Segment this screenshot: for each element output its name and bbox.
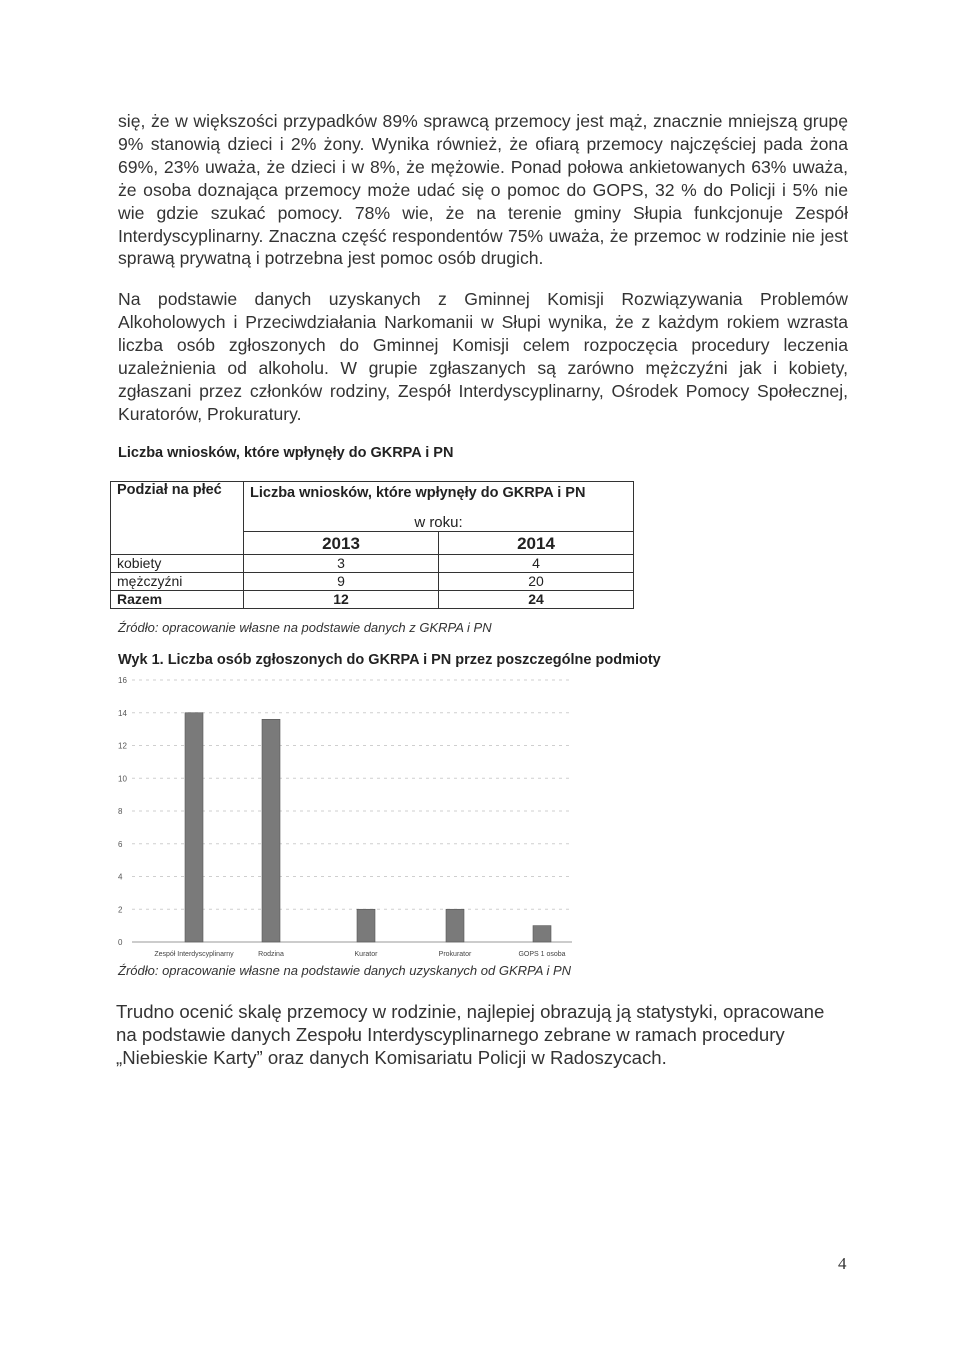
y-tick-label: 8 xyxy=(118,807,123,816)
chart-source-note: Źródło: opracowanie własne na podstawie danych uzyskanych od GKRPA i PN xyxy=(118,963,572,978)
chart-title: Wyk 1. Liczba osób zgłoszonych do GKRPA i PN przez poszczególne podmioty xyxy=(118,652,661,668)
table-caption: Liczba wniosków, które wpłynęły do GKRPA i PN xyxy=(118,445,454,461)
row-label-total: Razem xyxy=(111,591,244,609)
x-tick-label: Rodzina xyxy=(258,951,284,958)
y-tick-label: 6 xyxy=(118,839,123,849)
header-gender: Podział na płeć xyxy=(111,482,244,555)
row-label-women: kobiety xyxy=(111,555,244,573)
cell-women-2014: 4 xyxy=(439,555,634,573)
x-tick-label: GOPS 1 osoba xyxy=(518,951,566,958)
cell-total-2014: 24 xyxy=(439,591,634,609)
bar xyxy=(533,926,551,942)
x-tick-label: Kurator xyxy=(354,951,378,958)
bar xyxy=(446,909,464,942)
header-year-label: w roku: xyxy=(244,504,634,532)
bar xyxy=(262,719,280,942)
cell-women-2013: 3 xyxy=(244,555,439,573)
cell-men-2013: 9 xyxy=(244,573,439,591)
y-tick-label: 12 xyxy=(118,741,127,751)
page-number: 4 xyxy=(838,1254,847,1273)
y-tick-label: 16 xyxy=(118,676,127,685)
x-tick-label: Prokurator xyxy=(438,951,472,958)
header-year-2014: 2014 xyxy=(439,532,634,555)
row-label-men: mężczyźni xyxy=(111,573,244,591)
table-source-note: Źródło: opracowanie własne na podstawie danych z GKRPA i PN xyxy=(118,620,492,635)
cell-total-2013: 12 xyxy=(244,591,439,609)
table-row xyxy=(111,591,634,609)
bar xyxy=(185,713,203,942)
y-tick-label: 14 xyxy=(118,708,127,718)
table-row xyxy=(111,573,634,591)
paragraph-gkrpa-data: Na podstawie danych uzyskanych z Gminnej Komisji Rozwiązywania Problemów Alkoholowych i Przeciwdziałania Narkomanii w Słupi wynika, że z każdym rokiem wzrasta liczba osób zgłoszonych do Gminnej Komisji celem rozpoczęcia procedury leczenia uzależnienia od alkoholu. W grupie zgłaszanych są zarówno mężczyźni jak i kobiety, zgłaszani przez członków rodziny, Zespół Interdyscyplinarny, Ośrodek Pomocy Społecznej, Kuratorów, Prokuratury. xyxy=(118,289,848,424)
header-applications: Liczba wniosków, które wpłynęły do GKRPA i PN xyxy=(244,482,634,505)
y-tick-label: 10 xyxy=(118,774,127,784)
table-row xyxy=(111,555,634,573)
y-tick-label: 0 xyxy=(118,938,123,947)
cell-men-2014: 20 xyxy=(439,573,634,591)
bar-chart xyxy=(110,672,580,962)
header-year-2013: 2013 xyxy=(244,532,439,555)
y-tick-label: 4 xyxy=(118,872,123,882)
paragraph-violence-scale: Trudno ocenić skalę przemocy w rodzinie, najlepiej obrazują ją statystyki, opracowane na podstawie danych Zespołu Interdyscyplinarnego zebrane w ramach procedury „Niebieskie Karty” oraz danych Komisariatu Policji w Radoszycach. xyxy=(116,1001,825,1069)
applications-table xyxy=(110,481,634,609)
x-tick-label: Zespół Interdyscyplinarny xyxy=(154,951,234,958)
bar xyxy=(357,909,375,942)
y-tick-label: 2 xyxy=(118,905,123,915)
paragraph-survey-results: się, że w większości przypadków 89% sprawcą przemocy jest mąż, znacznie mniejszą grupę 9% stanowią dzieci i 2% żony. Wynika również, że ofiarą przemocy najczęściej pada żona 69%, 23% uważa, że dzieci i w 8%, że mężowie. Ponad połowa ankietowanych 63% uważa, że osoba doznająca przemocy może udać się o pomoc do GOPS, 32 % do Policji i 5% nie wie gdzie szukać pomocy. 78% wie, że na terenie gminy Słupia funkcjonuje Zespół Interdyscyplinarny. Znaczna część respondentów 75% uważa, że przemoc w rodzinie nie jest sprawą prywatną i potrzebna jest pomoc osób drugich. xyxy=(118,111,848,269)
